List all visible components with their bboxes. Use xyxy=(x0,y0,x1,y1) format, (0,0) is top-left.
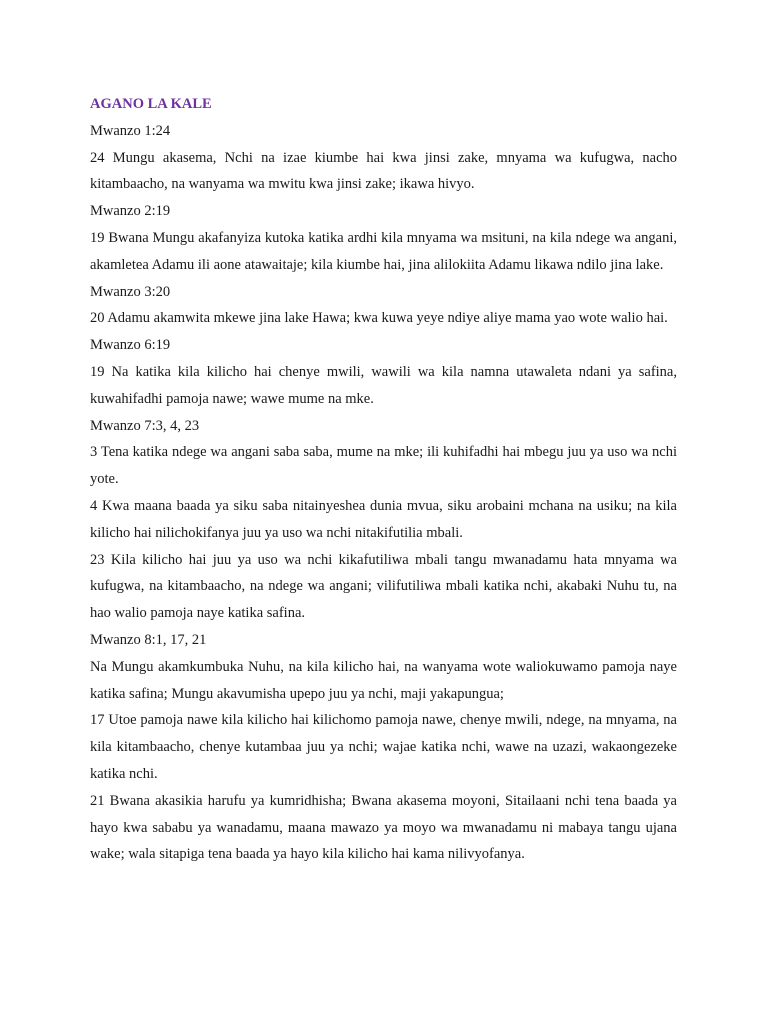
verse-text: Na Mungu akamkumbuka Nuhu, na kila kilicho hai, na wanyama wote waliokuwamo pamoja naye katika safina; Mungu akavumisha upepo juu ya nchi, maji yakapungua; xyxy=(90,658,677,702)
passage-reference: Mwanzo 2:19 xyxy=(90,203,171,220)
passage-reference: Mwanzo 3:20 xyxy=(90,283,171,300)
passage-reference: Mwanzo 8:1, 17, 21 xyxy=(90,631,207,648)
verse-text: 21 Bwana akasikia harufu ya kumridhisha; Bwana akasema moyoni, Sitailaani nchi tena baada ya hayo kwa sababu ya wanadamu, maana mawazo ya moyo wa mwanadamu ni mabaya tangu ujana wake; wala sitapiga tena baada ya hayo kila kilicho hai kama nilivyofanya. xyxy=(90,792,677,863)
passage xyxy=(90,627,677,868)
passage-reference: Mwanzo 7:3, 4, 23 xyxy=(90,417,200,434)
section-heading: AGANO LA KALE xyxy=(90,96,212,112)
passage xyxy=(90,118,677,198)
verse-text: 19 Na katika kila kilicho hai chenye mwili, wawili wa kila namna utawaleta ndani ya safina, kuwahifadhi pamoja nawe; wawe mume na mke. xyxy=(90,363,677,407)
verse-text: 20 Adamu akamwita mkewe jina lake Hawa; kwa kuwa yeye ndiye aliye mama yao wote walio hai. xyxy=(90,310,668,327)
verse-text: 17 Utoe pamoja nawe kila kilicho hai kilichomo pamoja nawe, chenye mwili, ndege, na mnyama, na kila kitambaacho, chenye kutambaa juu ya nchi; wajae katika nchi, wawe na uzazi, wakaongezeke katika nchi. xyxy=(90,712,677,782)
verse-text: 4 Kwa maana baada ya siku saba nitainyeshea dunia mvua, siku arobaini mchana na usiku; na kila kilicho hai nilichokifanya juu ya uso wa nchi nitakifutilia mbali. xyxy=(90,497,677,541)
verse-text: 19 Bwana Mungu akafanyiza kutoka katika ardhi kila mnyama wa msituni, na kila ndege wa angani, akamletea Adamu ili aone atawaitaje; kila kiumbe hai, jina alilokiita Adamu likawa ndilo jina lake. xyxy=(90,229,677,273)
passage xyxy=(90,198,677,278)
passage xyxy=(90,332,677,412)
passage xyxy=(90,279,677,333)
passage xyxy=(90,413,677,627)
verse-text: 24 Mungu akasema, Nchi na izae kiumbe hai kwa jinsi zake, mnyama wa kufugwa, nacho kitambaacho, na wanyama wa mwitu kwa jinsi zake; ikawa hivyo. xyxy=(90,149,677,193)
passage-reference: Mwanzo 6:19 xyxy=(90,337,171,354)
document-page xyxy=(90,91,677,868)
passage-reference: Mwanzo 1:24 xyxy=(90,122,171,139)
verse-text: 3 Tena katika ndege wa angani saba saba, mume na mke; ili kuhifadhi hai mbegu juu ya uso wa nchi yote. xyxy=(90,444,677,488)
verse-text: 23 Kila kilicho hai juu ya uso wa nchi kikafutiliwa mbali tangu mwanadamu hata mnyama wa kufugwa, na kitambaacho, na ndege wa angani; vilifutiliwa mbali katika nchi, akabaki Nuhu tu, na hao walio pamoja naye katika safina. xyxy=(90,551,677,622)
